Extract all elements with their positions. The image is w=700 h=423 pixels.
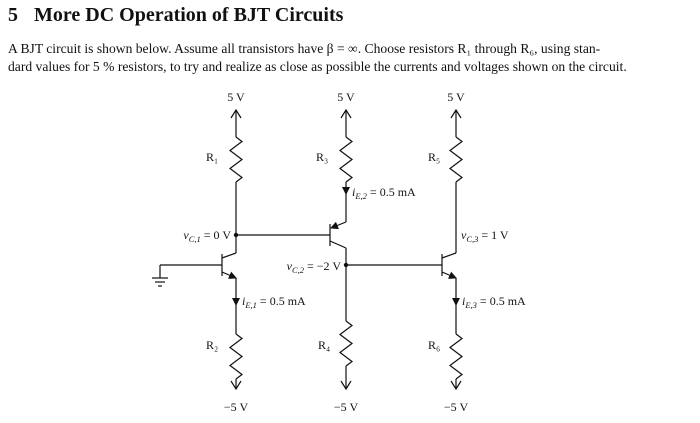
transistor-q3 xyxy=(442,253,456,278)
resistor-label-r4: R₄ xyxy=(318,338,331,352)
ground-symbol xyxy=(152,265,222,286)
resistor-r4 xyxy=(340,321,352,366)
resistor-r3 xyxy=(340,137,352,182)
transistor-q1 xyxy=(222,253,236,278)
vee-arrow-right xyxy=(451,379,461,389)
current-arrow-ie3 xyxy=(452,298,460,306)
current-arrow-ie2 xyxy=(342,187,350,195)
resistor-label-r3: R₃ xyxy=(316,150,329,164)
resistor-r1 xyxy=(230,137,242,182)
resistor-label-r1: R₁ xyxy=(206,150,219,164)
resistor-label-r2: R₂ xyxy=(206,338,219,352)
vee-arrow-mid xyxy=(341,366,351,389)
section-title: More DC Operation of BJT Circuits xyxy=(34,4,344,26)
supply-label-bot-left: −5 V xyxy=(223,400,249,414)
supply-label-top-left: 5 V xyxy=(227,90,245,104)
supply-label-bot-right: −5 V xyxy=(443,400,469,414)
current-arrow-ie1 xyxy=(232,298,240,306)
label-ie1: $i_{E,1} = 0.5$ mA xyxy=(242,294,306,310)
transistor-q2 xyxy=(330,222,346,248)
label-vc3: $v_{C,3} = 1$ V xyxy=(461,228,509,244)
vcc-arrow-mid xyxy=(341,110,351,137)
supply-label-top-mid: 5 V xyxy=(337,90,355,104)
resistor-r6 xyxy=(450,334,462,379)
resistor-r5 xyxy=(450,137,462,182)
problem-line-2: dard values for 5 % resistors, to try and realize as close as possible the currents and voltages shown on the circuit. xyxy=(8,59,627,74)
problem-line-1: A BJT circuit is shown below. Assume all transistors have β = ∞. Choose resistors R₁ through R₆, using stan- xyxy=(8,41,601,56)
vee-arrow-left xyxy=(231,379,241,389)
resistor-label-r6: R₆ xyxy=(428,338,441,352)
vcc-arrow-right xyxy=(451,110,461,137)
vcc-arrow-left xyxy=(231,110,241,137)
section-number: 5 xyxy=(8,4,18,26)
label-ie3: $i_{E,3} = 0.5$ mA xyxy=(462,294,526,310)
resistor-r2 xyxy=(230,334,242,379)
resistor-label-r5: R₅ xyxy=(428,150,441,164)
label-vc2: $v_{C,2} = -2$ V xyxy=(286,259,341,275)
supply-label-top-right: 5 V xyxy=(447,90,465,104)
supply-label-bot-mid: −5 V xyxy=(333,400,359,414)
label-ie2: $i_{E,2} = 0.5$ mA xyxy=(352,185,416,201)
label-vc1: $v_{C,1} = 0$ V xyxy=(183,228,231,244)
